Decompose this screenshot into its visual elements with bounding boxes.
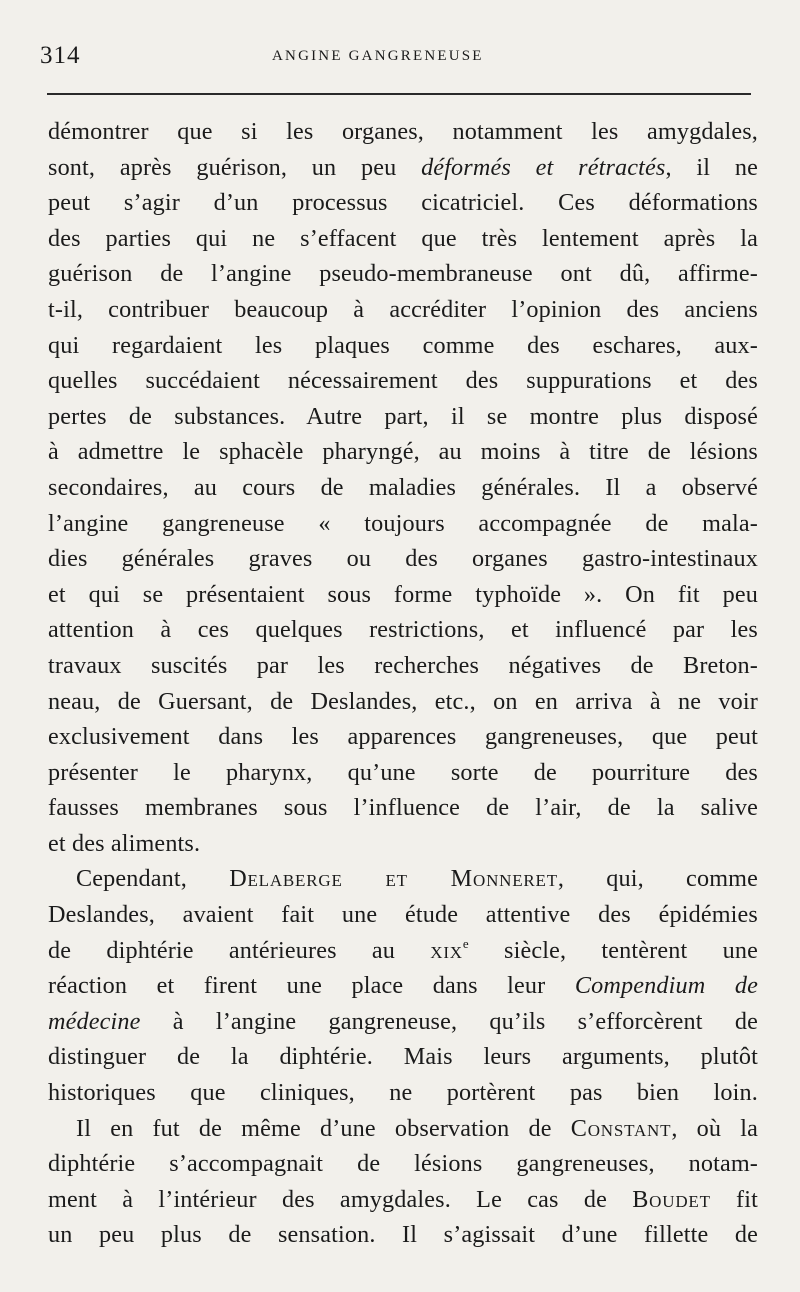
text-line: travaux suscités par les recherches négatives de Breton-: [48, 651, 758, 679]
italic-phrase: déformés et rétractés: [421, 153, 666, 181]
century-numeral: xix: [430, 936, 463, 964]
text-line: démontrer que si les organes, notamment les amygdales,: [48, 118, 758, 145]
text-line: distinguer de la diphtérie. Mais leurs arguments, plutôt: [48, 1043, 758, 1071]
text-line: t-il, contribuer beaucoup à accréditer l’opinion des anciens: [48, 295, 758, 323]
text-line: fausses membranes sous l’influence de l’air, de la salive: [48, 794, 758, 822]
text-line: guérison de l’angine pseudo-membraneuse ont dû, affirme-: [48, 260, 758, 288]
paragraph-1: [48, 114, 758, 861]
body-text: [48, 114, 758, 1253]
text-line: Deslandes, avaient fait une étude attentive des épidémies: [48, 901, 758, 929]
author-names: Delaberge et Monneret: [229, 865, 558, 893]
text-line: l’angine gangreneuse « toujours accompagnée de mala-: [48, 509, 758, 537]
running-title: ANGINE GANGRENEUSE: [272, 48, 484, 64]
text-line: qui regardaient les plaques comme des eschares, aux-: [48, 331, 758, 359]
text-line: sont, après guérison, un peu déformés et rétractés, il ne: [48, 153, 758, 181]
text-line: un peu plus de sensation. Il s’agissait d’une fillette de: [48, 1221, 758, 1249]
text-line: des parties qui ne s’effacent que très lentement après la: [48, 224, 758, 252]
author-name: Constant: [570, 1114, 672, 1142]
page-number: 314: [40, 42, 81, 69]
text-line: Cependant, Delaberge et Monneret, qui, comme: [76, 865, 759, 893]
text-line: dies générales graves ou des organes gastro-intestinaux: [48, 545, 758, 573]
text-line: réaction et firent une place dans leur Compendium de: [48, 972, 758, 1000]
text-line: Il en fut de même d’une observation de Constant, où la: [76, 1114, 758, 1142]
text-line: historiques que cliniques, ne portèrent pas bien loin.: [48, 1079, 758, 1107]
text-line: présenter le pharynx, qu’une sorte de pourriture des: [48, 758, 758, 786]
text-line: médecine à l’angine gangreneuse, qu’ils s’efforcèrent de: [48, 1007, 758, 1035]
running-head: [0, 36, 800, 76]
paragraph-3: [48, 1111, 758, 1253]
text-line: et qui se présentaient sous forme typhoïde ». On fit peu: [48, 580, 758, 608]
book-title: médecine: [48, 1007, 141, 1035]
text-line: ment à l’intérieur des amygdales. Le cas de Boudet fit: [48, 1185, 758, 1213]
book-title: Compendium de: [574, 972, 758, 1000]
text-line: à admettre le sphacèle pharyngé, au moins à titre de lésions: [48, 438, 758, 466]
text-line: exclusivement dans les apparences gangreneuses, que peut: [48, 723, 758, 751]
text-line: peut s’agir d’un processus cicatriciel. Ces déformations: [48, 189, 758, 217]
paragraph-2: [48, 861, 758, 1110]
text-line: attention à ces quelques restrictions, et influencé par les: [48, 616, 758, 644]
text-line: neau, de Guersant, de Deslandes, etc., on en arriva à ne voir: [48, 687, 758, 715]
text-line: de diphtérie antérieures au xix$^e$ siècle, tentèrent une: [48, 935, 758, 964]
text-line: pertes de substances. Autre part, il se montre plus disposé: [48, 402, 758, 430]
text-line: et des aliments.: [48, 829, 201, 857]
header-rule: [47, 93, 751, 95]
text-line: quelles succédaient nécessairement des suppurations et des: [48, 367, 758, 395]
text-line: secondaires, au cours de maladies générales. Il a observé: [48, 473, 758, 501]
text-line: diphtérie s’accompagnait de lésions gangreneuses, notam-: [48, 1150, 758, 1178]
author-name: Boudet: [632, 1185, 711, 1213]
